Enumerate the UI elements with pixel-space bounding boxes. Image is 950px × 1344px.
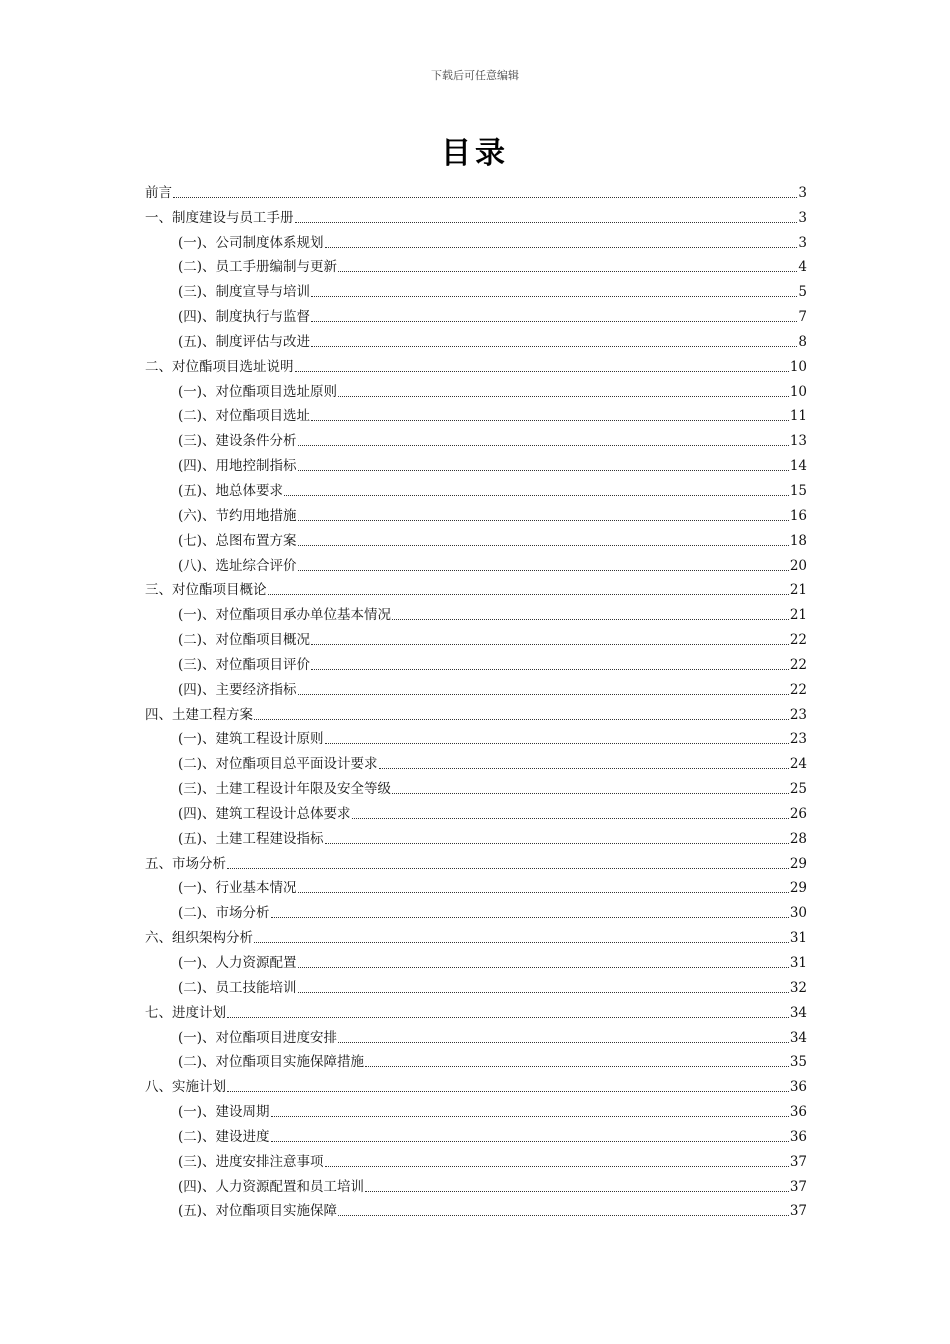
toc-entry-title: (一)、公司制度体系规划: [178, 234, 324, 251]
toc-entry-title: (四)、制度执行与监督: [178, 309, 311, 326]
toc-entry-page-number: 8: [798, 333, 807, 350]
toc-leader-dots: [298, 967, 789, 968]
toc-entry-page-number: 3: [798, 209, 807, 226]
toc-entry[interactable]: [145, 424, 807, 449]
toc-entry-title: (一)、建设周期: [178, 1104, 270, 1121]
toc-entry-page-number: 5: [798, 284, 807, 301]
toc-entry-title: (二)、员工手册编制与更新: [178, 259, 338, 276]
toc-entry-title: (一)、人力资源配置: [178, 955, 297, 971]
toc-entry-page-number: 10: [789, 358, 807, 375]
toc-entry-page-number: 28: [789, 830, 807, 847]
toc-leader-dots: [271, 1141, 789, 1142]
toc-leader-dots: [298, 445, 789, 446]
toc-entry-page-number: 11: [789, 408, 807, 425]
toc-leader-dots: [392, 619, 789, 620]
toc-entry[interactable]: [145, 474, 807, 499]
toc-leader-dots: [298, 892, 789, 893]
toc-entry-title: 五、市场分析: [145, 855, 226, 872]
toc-entry[interactable]: [145, 350, 807, 375]
toc-entry-page-number: 22: [789, 656, 807, 673]
toc-entry-title: (一)、对位酯项目承办单位基本情况: [178, 607, 392, 624]
toc-entry[interactable]: [145, 1195, 807, 1220]
toc-leader-dots: [284, 495, 789, 496]
toc-entry[interactable]: [145, 300, 807, 325]
toc-entry-title: (一)、对位酯项目进度安排: [178, 1029, 338, 1046]
toc-leader-dots: [254, 942, 789, 943]
toc-entry-title: (三)、建设条件分析: [178, 433, 297, 450]
toc-entry-title: (一)、对位酯项目选址原则: [178, 383, 338, 400]
toc-leader-dots: [295, 371, 789, 372]
toc-entry-page-number: 14: [789, 458, 807, 475]
toc-entry[interactable]: [145, 723, 807, 748]
toc-entry-title: (二)、员工技能培训: [178, 979, 297, 996]
toc-entry[interactable]: [145, 201, 807, 226]
toc-entry-page-number: 23: [789, 706, 807, 723]
toc-entry-title: (四)、主要经济指标: [178, 681, 297, 698]
toc-entry-page-number: 34: [789, 1029, 807, 1046]
toc-entry-title: (三)、制度宣导与培训: [178, 284, 311, 301]
toc-entry-title: 七、进度计划: [145, 1004, 226, 1021]
toc-entry[interactable]: [145, 1170, 807, 1195]
toc-leader-dots: [311, 346, 797, 347]
toc-leader-dots: [298, 694, 789, 695]
toc-entry-title: (三)、进度安排注意事项: [178, 1153, 324, 1170]
toc-entry-page-number: 25: [789, 781, 807, 798]
toc-entry-page-number: 3: [798, 184, 807, 201]
toc-entry[interactable]: [145, 971, 807, 996]
toc-leader-dots: [227, 1017, 789, 1018]
toc-entry-title: 六、组织架构分析: [145, 930, 253, 947]
toc-entry[interactable]: [145, 251, 807, 276]
toc-entry-title: (四)、人力资源配置和员工培训: [178, 1178, 365, 1195]
toc-leader-dots: [379, 768, 789, 769]
toc-entry-title: (二)、市场分析: [178, 905, 270, 922]
toc-entry-title: (七)、总图布置方案: [178, 532, 297, 549]
toc-entry[interactable]: [145, 872, 807, 897]
toc-entry[interactable]: [145, 524, 807, 549]
toc-leader-dots: [338, 1215, 789, 1216]
toc-entry-title: (五)、土建工程建设指标: [178, 830, 324, 847]
toc-entry[interactable]: [145, 1120, 807, 1145]
toc-entry-page-number: 4: [798, 259, 807, 276]
toc-entry-title: 八、实施计划: [145, 1079, 226, 1096]
toc-entry-page-number: 20: [789, 557, 807, 574]
toc-leader-dots: [271, 1116, 789, 1117]
toc-entry[interactable]: [145, 1070, 807, 1095]
toc-entry[interactable]: [145, 648, 807, 673]
toc-entry-title: (四)、用地控制指标: [178, 458, 297, 475]
toc-entry[interactable]: [145, 1095, 807, 1120]
toc-leader-dots: [338, 271, 797, 272]
toc-leader-dots: [338, 1042, 789, 1043]
toc-entry[interactable]: [145, 673, 807, 698]
toc-entry[interactable]: [145, 772, 807, 797]
toc-entry-page-number: 23: [789, 731, 807, 748]
toc-entry-title: (八)、选址综合评价: [178, 557, 297, 574]
toc-leader-dots: [298, 570, 789, 571]
toc-entry[interactable]: [145, 1145, 807, 1170]
table-of-contents: [145, 176, 807, 1219]
toc-entry-page-number: 10: [789, 383, 807, 400]
toc-leader-dots: [338, 396, 789, 397]
toc-entry[interactable]: [145, 275, 807, 300]
toc-entry[interactable]: [145, 325, 807, 350]
toc-leader-dots: [254, 719, 789, 720]
toc-leader-dots: [227, 1091, 789, 1092]
toc-leader-dots: [311, 644, 789, 645]
toc-entry[interactable]: [145, 896, 807, 921]
toc-entry-page-number: 31: [789, 955, 807, 971]
toc-entry[interactable]: [145, 549, 807, 574]
toc-entry[interactable]: [145, 822, 807, 847]
toc-leader-dots: [325, 743, 789, 744]
toc-entry[interactable]: [145, 996, 807, 1021]
toc-leader-dots: [227, 868, 789, 869]
toc-entry-title: (一)、行业基本情况: [178, 880, 297, 897]
toc-entry-title: (五)、制度评估与改进: [178, 333, 311, 350]
toc-leader-dots: [298, 992, 789, 993]
toc-entry[interactable]: [145, 847, 807, 872]
toc-entry[interactable]: [145, 946, 807, 971]
toc-leader-dots: [325, 247, 798, 248]
toc-entry[interactable]: [145, 921, 807, 946]
toc-leader-dots: [352, 818, 789, 819]
toc-entry-title: 二、对位酯项目选址说明: [145, 358, 294, 375]
toc-entry-page-number: 3: [798, 234, 807, 251]
toc-entry-page-number: 21: [789, 582, 807, 599]
toc-entry-title: (三)、对位酯项目评价: [178, 656, 311, 673]
toc-leader-dots: [325, 1166, 789, 1167]
toc-leader-dots: [295, 222, 798, 223]
toc-entry-title: (二)、对位酯项目概况: [178, 632, 311, 649]
toc-leader-dots: [325, 843, 789, 844]
header-note: 下载后可任意编辑: [431, 69, 519, 82]
toc-entry-page-number: 32: [789, 979, 807, 996]
toc-entry-title: (二)、建设进度: [178, 1128, 270, 1145]
toc-leader-dots: [311, 296, 797, 297]
toc-entry-page-number: 15: [789, 482, 807, 499]
page-title: 目录: [441, 136, 509, 171]
toc-entry-title: 四、土建工程方案: [145, 706, 253, 723]
toc-entry[interactable]: [145, 747, 807, 772]
toc-entry-page-number: 36: [789, 1104, 807, 1121]
toc-entry-page-number: 31: [789, 930, 807, 947]
toc-entry-page-number: 7: [798, 309, 807, 326]
toc-entry[interactable]: [145, 698, 807, 723]
toc-leader-dots: [392, 793, 789, 794]
toc-entry-page-number: 34: [789, 1004, 807, 1021]
toc-entry[interactable]: [145, 375, 807, 400]
toc-entry-page-number: 36: [789, 1128, 807, 1145]
toc-leader-dots: [311, 669, 789, 670]
toc-entry[interactable]: [145, 598, 807, 623]
toc-entry-title: (六)、节约用地措施: [178, 507, 297, 524]
toc-entry-title: 前言: [145, 184, 172, 201]
toc-entry[interactable]: [145, 226, 807, 251]
toc-entry[interactable]: [145, 1046, 807, 1071]
toc-entry-page-number: 18: [789, 532, 807, 549]
toc-entry-page-number: 16: [789, 507, 807, 524]
toc-entry[interactable]: [145, 1021, 807, 1046]
toc-entry-page-number: 36: [789, 1079, 807, 1096]
toc-entry-title: (二)、对位酯项目总平面设计要求: [178, 756, 378, 773]
toc-entry-page-number: 29: [789, 855, 807, 872]
toc-entry-page-number: 22: [789, 681, 807, 698]
toc-entry-title: (一)、建筑工程设计原则: [178, 731, 324, 748]
toc-leader-dots: [311, 321, 797, 322]
toc-entry[interactable]: [145, 797, 807, 822]
toc-entry-title: (二)、对位酯项目实施保障措施: [178, 1054, 365, 1071]
toc-entry-title: 三、对位酯项目概论: [145, 582, 267, 599]
toc-entry-page-number: 30: [789, 905, 807, 922]
toc-entry[interactable]: [145, 176, 807, 201]
toc-leader-dots: [268, 594, 789, 595]
toc-entry-page-number: 29: [789, 880, 807, 897]
toc-entry-title: (四)、建筑工程设计总体要求: [178, 805, 351, 822]
toc-entry-page-number: 37: [789, 1178, 807, 1195]
toc-entry[interactable]: [145, 623, 807, 648]
toc-entry-page-number: 26: [789, 805, 807, 822]
toc-entry-page-number: 21: [789, 607, 807, 624]
toc-entry[interactable]: [145, 400, 807, 425]
toc-entry-title: (二)、对位酯项目选址: [178, 408, 311, 425]
toc-leader-dots: [365, 1191, 789, 1192]
toc-leader-dots: [365, 1066, 789, 1067]
toc-entry[interactable]: [145, 499, 807, 524]
toc-leader-dots: [271, 917, 789, 918]
toc-entry[interactable]: [145, 449, 807, 474]
toc-entry-title: (五)、对位酯项目实施保障: [178, 1203, 338, 1220]
toc-entry-page-number: 22: [789, 632, 807, 649]
toc-entry-page-number: 37: [789, 1203, 807, 1220]
toc-entry-page-number: 13: [789, 433, 807, 450]
toc-leader-dots: [298, 545, 789, 546]
toc-entry-page-number: 37: [789, 1153, 807, 1170]
toc-entry-page-number: 35: [789, 1054, 807, 1071]
toc-entry-title: 一、制度建设与员工手册: [145, 209, 294, 226]
toc-entry-title: (三)、土建工程设计年限及安全等级: [178, 781, 392, 798]
toc-entry-page-number: 24: [789, 756, 807, 773]
toc-leader-dots: [298, 520, 789, 521]
toc-entry[interactable]: [145, 574, 807, 599]
toc-leader-dots: [298, 470, 789, 471]
toc-entry-title: (五)、地总体要求: [178, 482, 284, 499]
toc-leader-dots: [173, 197, 797, 198]
toc-leader-dots: [311, 420, 789, 421]
